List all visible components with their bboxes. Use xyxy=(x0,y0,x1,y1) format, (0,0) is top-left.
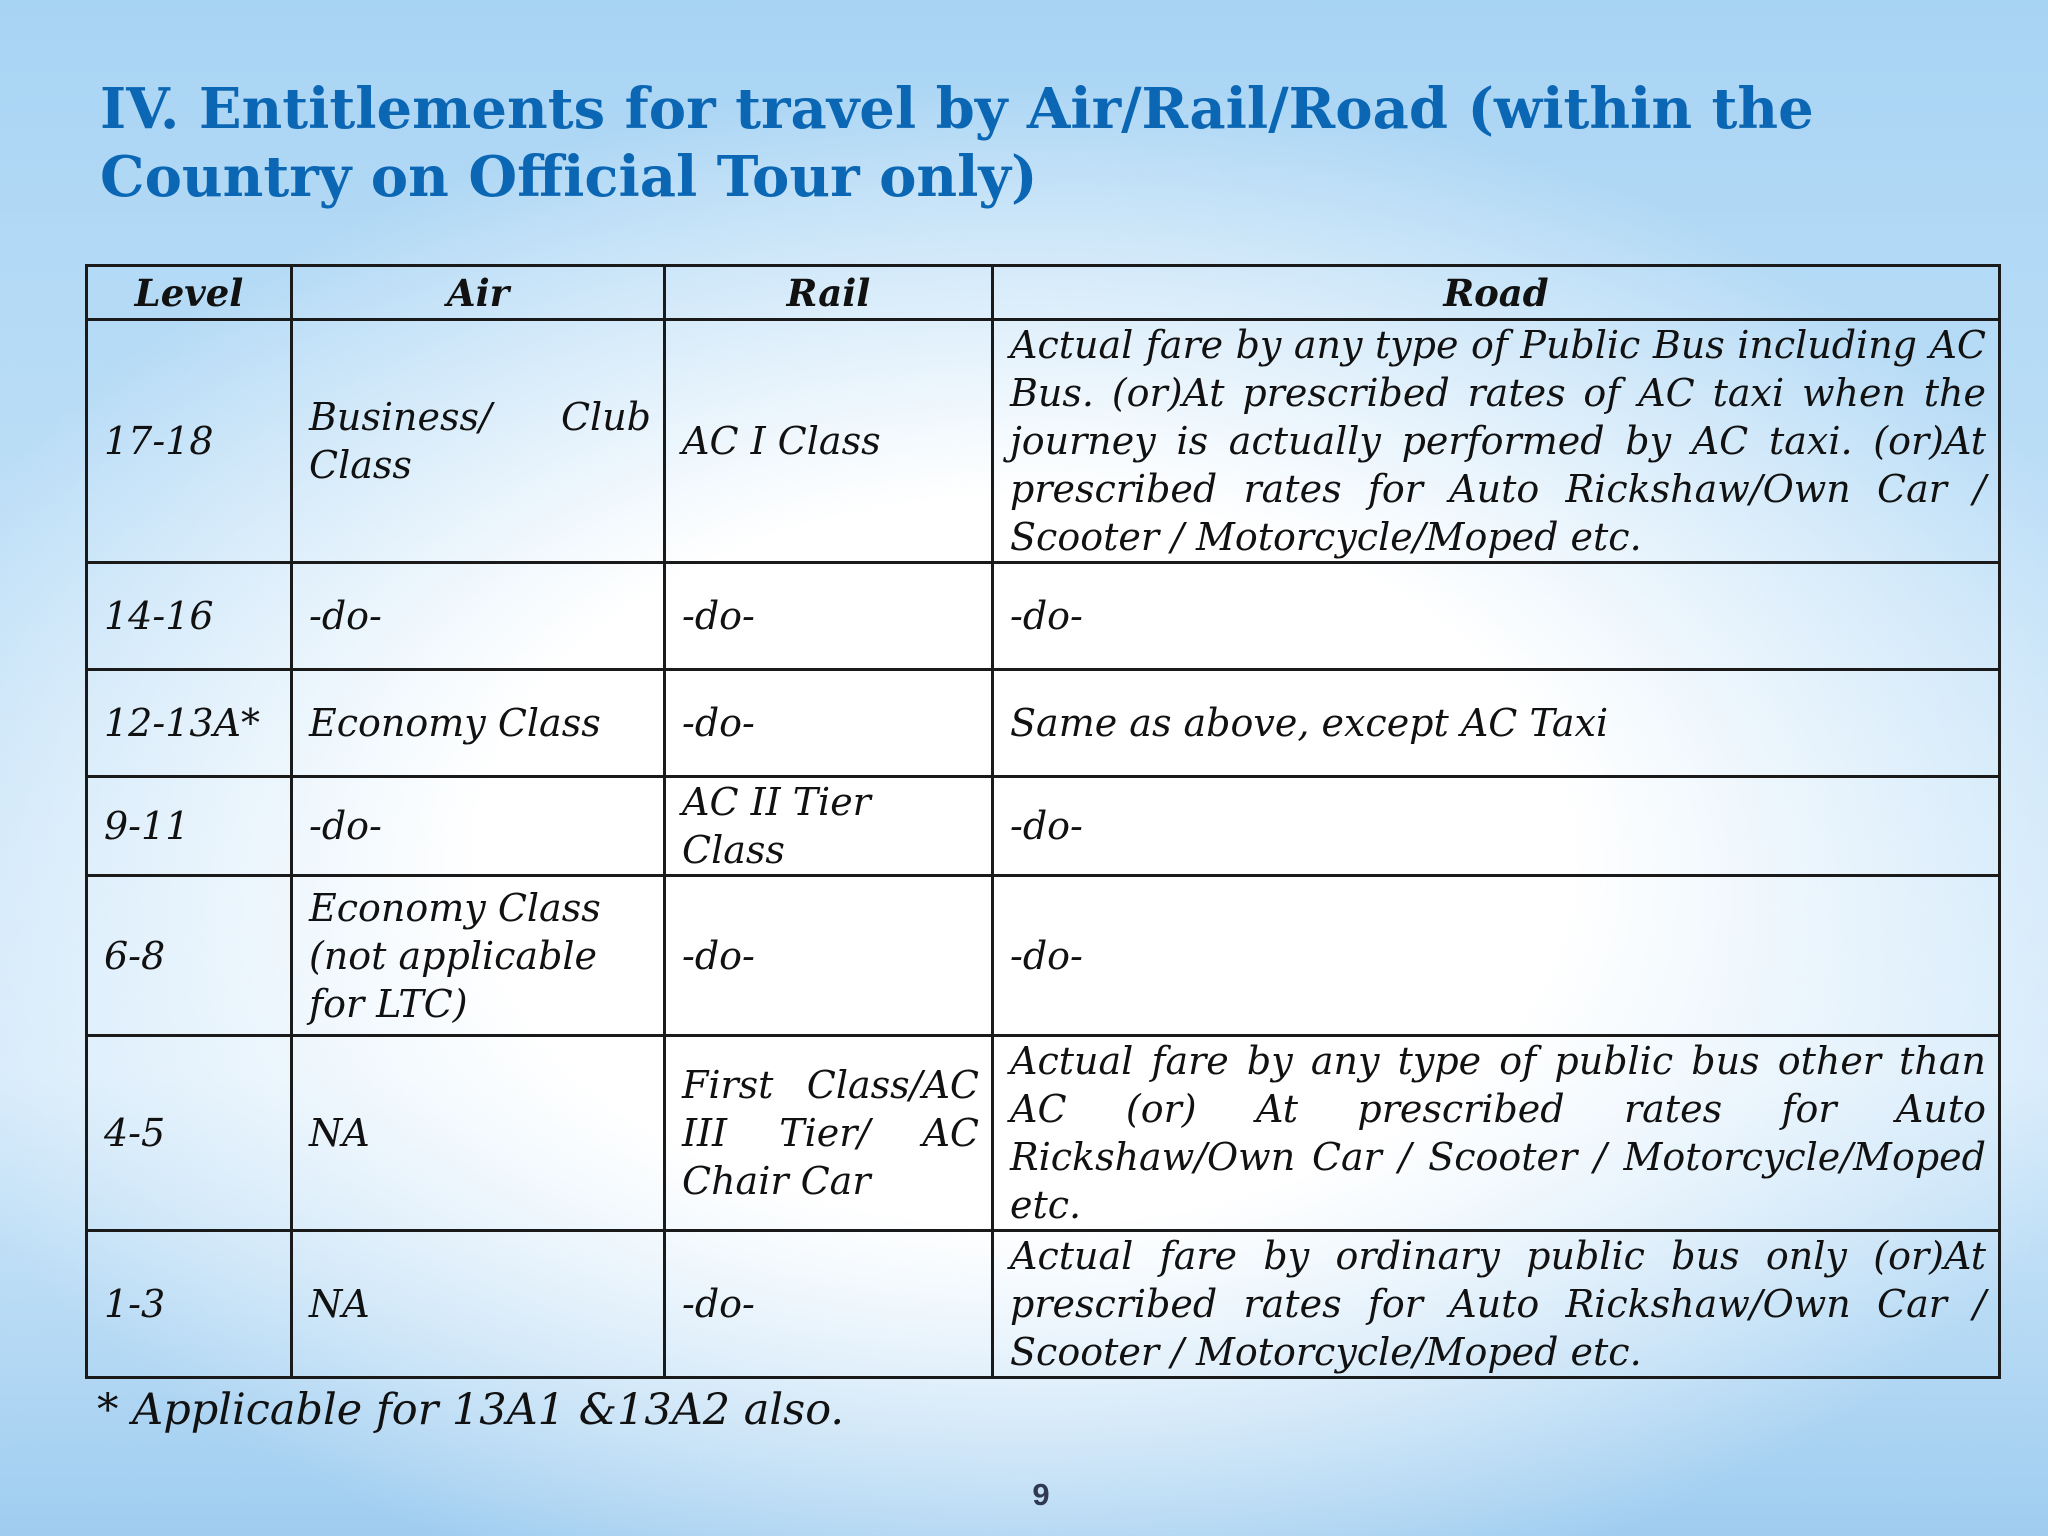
cell-rail: -do- xyxy=(665,876,993,1036)
cell-level: 1-3 xyxy=(87,1231,292,1378)
cell-air: Business/ Club Class xyxy=(292,320,665,563)
table-row xyxy=(87,1036,2000,1231)
slide-title: IV. Entitlements for travel by Air/Rail/Road (within the Country on Official Tour only) xyxy=(100,76,1814,210)
table-row xyxy=(87,670,2000,777)
table-row xyxy=(87,777,2000,876)
cell-air: NA xyxy=(292,1036,665,1231)
table-row xyxy=(87,1231,2000,1378)
cell-level: 17-18 xyxy=(87,320,292,563)
cell-air: -do- xyxy=(292,777,665,876)
page-number: 9 xyxy=(1032,1477,1050,1512)
cell-road: Actual fare by any type of public bus other than AC (or) At prescribed rates for Auto Rickshaw/Own Car / Scooter / Motorcycle/Moped etc. xyxy=(993,1036,2000,1231)
header-rail: Rail xyxy=(665,266,993,320)
cell-air: Economy Class (not applicable for LTC) xyxy=(292,876,665,1036)
cell-level: 14-16 xyxy=(87,563,292,670)
table-header-row xyxy=(87,266,2000,320)
cell-level: 9-11 xyxy=(87,777,292,876)
header-level: Level xyxy=(87,266,292,320)
cell-level: 4-5 xyxy=(87,1036,292,1231)
cell-air: NA xyxy=(292,1231,665,1378)
table-row xyxy=(87,563,2000,670)
cell-level: 12-13A* xyxy=(87,670,292,777)
cell-road: Same as above, except AC Taxi xyxy=(993,670,2000,777)
cell-rail: First Class/AC III Tier/ AC Chair Car xyxy=(665,1036,993,1231)
cell-air: -do- xyxy=(292,563,665,670)
cell-rail: AC I Class xyxy=(665,320,993,563)
cell-road: Actual fare by any type of Public Bus including AC Bus. (or)At prescribed rates of AC taxi when the journey is actually performed by AC taxi. (or)At prescribed rates for Auto Rickshaw/Own Car / Scooter / Motorcycle/Moped etc. xyxy=(993,320,2000,563)
cell-level: 6-8 xyxy=(87,876,292,1036)
cell-air: Economy Class xyxy=(292,670,665,777)
table-row xyxy=(87,320,2000,563)
cell-road: -do- xyxy=(993,563,2000,670)
cell-road: -do- xyxy=(993,777,2000,876)
table-row xyxy=(87,876,2000,1036)
cell-rail: -do- xyxy=(665,563,993,670)
entitlements-table xyxy=(85,264,2001,1379)
cell-rail: -do- xyxy=(665,670,993,777)
header-road: Road xyxy=(993,266,2000,320)
header-air: Air xyxy=(292,266,665,320)
cell-rail: AC II Tier Class xyxy=(665,777,993,876)
cell-rail: -do- xyxy=(665,1231,993,1378)
footnote: * Applicable for 13A1 &13A2 also. xyxy=(97,1385,845,1435)
cell-road: -do- xyxy=(993,876,2000,1036)
cell-road: Actual fare by ordinary public bus only (or)At prescribed rates for Auto Rickshaw/Own Car / Scooter / Motorcycle/Moped etc. xyxy=(993,1231,2000,1378)
